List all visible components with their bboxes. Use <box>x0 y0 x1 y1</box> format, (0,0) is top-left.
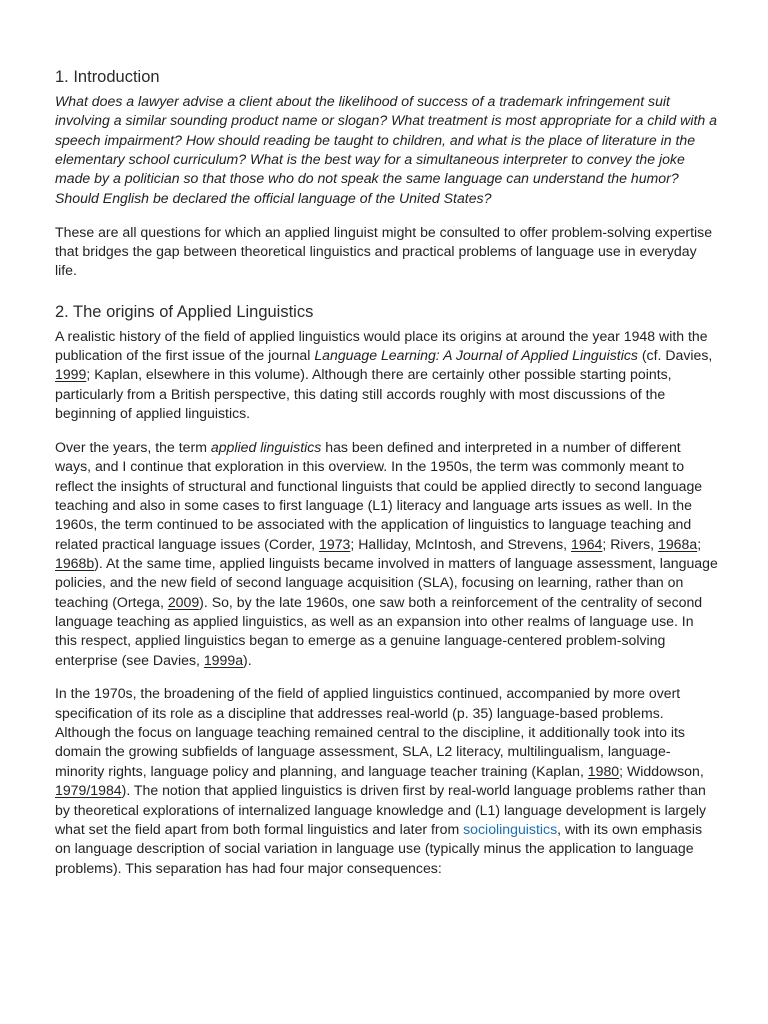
paragraph-text: (cf. Davies, <box>637 346 713 363</box>
citation-link-rivers-1968b[interactable]: 1968b <box>55 554 95 571</box>
origins-paragraph-3 <box>55 684 719 877</box>
citation-link-rivers-1968a[interactable]: 1968a <box>658 535 698 552</box>
paragraph-text: ; Halliday, McIntosh, and Strevens, <box>350 535 572 552</box>
paragraph-text: These are all questions for which an applied linguist might be consulted to offer problem-solving expertise that bridges the gap between theoretical linguistics and practical problems of language use in everyday life. <box>55 223 713 279</box>
citation-link-davies-1999a[interactable]: 1999a <box>203 651 244 668</box>
paragraph-text: Over the years, the term <box>55 438 211 455</box>
paragraph-text: ; <box>697 535 702 552</box>
paragraph-text: ). The notion that applied linguistics is driven first by real-world language problems rather than by theoretical explorations of internalized language knowledge and (L1) language development is largely what set the field apart from both formal linguistics and later from <box>55 782 707 837</box>
paragraph-text: ; Widdowson, <box>619 762 704 779</box>
citation-link-davies-1999[interactable]: 1999 <box>55 366 87 383</box>
origins-paragraph-2 <box>55 438 719 670</box>
section-heading-origins: 2. The origins of Applied Linguistics <box>55 302 314 321</box>
term-applied-linguistics: applied linguistics <box>210 438 322 455</box>
citation-link-halliday-1964[interactable]: 1964 <box>571 535 603 552</box>
paragraph-text: In the 1970s, the broadening of the field of applied linguistics continued, accompanied by more overt specification of its role as a discipline that addresses real-world (p. 35) language-based problems. Although the focus on language teaching remained central to the discipline, it additionally took into its domain the growing subfields of language assessment, SLA, L2 literacy, multilingualism, language-minority rights, language policy and planning, and language teacher training (Kaplan, <box>55 685 685 779</box>
paragraph-text: has been defined and interpreted in a number of different ways, and I continue that exploration in this overview. In the 1950s, the term was commonly meant to reflect the insights of structural and functional linguists that could be applied directly to second language teaching and also in some cases to first language (L1) literacy and language arts issues as well. In the 1960s, the term continued to be associated with the application of linguistics to language teaching and related practical language issues (Corder, <box>55 438 703 552</box>
paragraph-text: , with its own emphasis on language description of social variation in language use (typically minus the application to language problems). This separation has had four major consequences: <box>55 820 703 876</box>
paragraph-text: ; Kaplan, elsewhere in this volume). Although there are certainly other possible starting points, particularly from a British perspective, this dating still accords roughly with most discussions of the beginning of applied linguistics. <box>55 366 672 421</box>
citation-link-ortega-2009[interactable]: 2009 <box>167 593 200 610</box>
journal-title: Language Learning: A Journal of Applied Linguistics <box>314 346 638 363</box>
paragraph-text: ). At the same time, applied linguists became involved in matters of language assessment, language policies, and the new field of second language acquisition (SLA), focusing on learning, rather than on teaching (Ortega, <box>55 554 718 610</box>
article-body <box>55 66 719 892</box>
citation-link-kaplan-1980[interactable]: 1980 <box>587 762 620 779</box>
paragraph-text: ). <box>243 651 252 668</box>
citation-link-widdowson-1979-1984[interactable]: 1979/1984 <box>55 782 122 799</box>
paragraph-text: ). So, by the late 1960s, one saw both a reinforcement of the centrality of second language teaching as applied linguistics, as well as an expansion into other realms of language use. In this respect, applied linguistics began to emerge as a genuine language-centered problem-solving enterprise (see Davies, <box>55 593 703 668</box>
paragraph-text: A realistic history of the field of applied linguistics would place its origins at around the year 1948 with the publication of the first issue of the journal <box>55 327 708 363</box>
intro-summary-paragraph <box>55 223 719 281</box>
section-heading-introduction: 1. Introduction <box>55 68 160 86</box>
paragraph-text: ; Rivers, <box>602 535 658 552</box>
sociolinguistics-link[interactable]: sociolinguistics <box>463 820 558 837</box>
intro-questions-paragraph <box>55 92 719 208</box>
paragraph-text: What does a lawyer advise a client about the likelihood of success of a trademark infringement suit involving a similar sounding product name or slogan? What treatment is most appropriate for a child with a speech impairment? How should reading be taught to children, and what is the place of literature in the elementary school curriculum? What is the best way for a simultaneous interpreter to convey the joke made by a politician so that those who do not speak the same language can understand the humor? Should English be declared the official language of the United States? <box>55 93 717 206</box>
citation-link-corder-1973[interactable]: 1973 <box>319 535 351 552</box>
origins-paragraph-1 <box>55 327 719 424</box>
